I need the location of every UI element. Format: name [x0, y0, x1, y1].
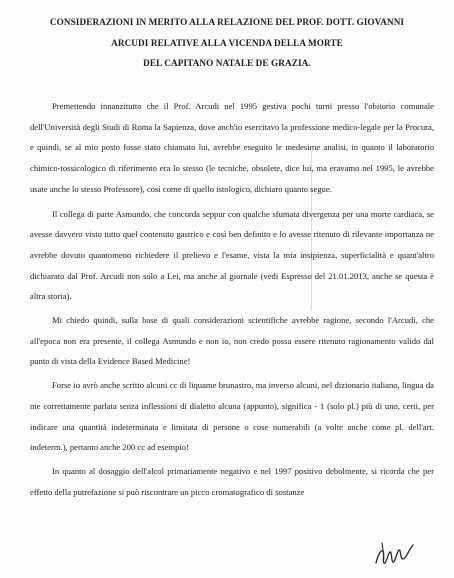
handwritten-signature-icon [372, 537, 418, 571]
scan-fold-mark [311, 150, 312, 310]
paragraph-3: Mi chiedo quindi, sulla base di quali considerazioni scientifiche avrebbe ragione, secondo l'Arcudi, che all'epoca non era presente, il collega Asmundo e non io, non credo possa essere ritenuto ragionamento valido dal punto di vista della Evidence Based Medicine! [30, 315, 434, 367]
title-line-2: ARCUDI RELATIVE ALLA VICENDA DELLA MORTE [111, 37, 343, 48]
title-line-3: DEL CAPITANO NATALE DE GRAZIA. [143, 58, 311, 68]
paragraph-5: In quanto al dosaggio dell'alcol primariamente negativo e nel 1997 positivo debolmente, si ricorda che per effetto della putrefazione si può riscontrare un picco cromatografico di sostanze [30, 465, 434, 497]
title-line-1: CONSIDERAZIONI IN MERITO ALLA RELAZIONE DEL PROF. DOTT. GIOVANNI [49, 17, 405, 27]
paragraph-1: Premettendo innanzitutto che il Prof. Arcudi nel 1995 gestiva pochi turni presso l'obitorio comunale dell'Università degli Studi di Roma la Sapienza, dove anch'io esercitavo la professione medico-legale per la Procura, e quindi, se al mio posto fosse stato chiamato lui, avrebbe eseguito le medesime analisi, in quanto il laboratorio chimico-tossicologico di riferimento era lo stesso (le tecniche, obsolete, dice lui, ma eravamo nel 1995, le avrebbe usate anche lo stesso Professore), così come di quello istologico, dichiaro quanto segue. [30, 101, 434, 194]
paragraph-4: Forse io avrò anche scritto alcuni cc di liquame brunastro, ma inverso alcuni, nel dizionario italiano, lingua da me correttamente parlata senza inflessioni di dialetto alcuna (appunto), significa - 1 (solo pl.) più di uno, certi, per indicare una quantità indeterminata e limitata di persone o cose numerabili (a volte anche come pl. dell'art. indeterm.), pertanto anche 200 cc ad esempio! [30, 380, 434, 453]
paragraph-2: Il collega di parte Asmundo, che concorda seppur con qualche sfumata divergenza per una morte cardiaca, se avesse davvero visto tutto quel contenuto gastrico e così ben definito e lo avesse ritenuto di rilevante importanza ne avrebbe dovuto quantomeno richiedere il prelievo e l'esame, vista la mia insipienza, superficialità e quant'altro dichiarato dal Prof. Arcudi non solo a Lei, ma anche al giornale (vedi Espresso del 21.01.2013, anche se questa è altra storia). [30, 208, 434, 302]
document-title [20, 12, 434, 74]
document-body [30, 96, 434, 502]
